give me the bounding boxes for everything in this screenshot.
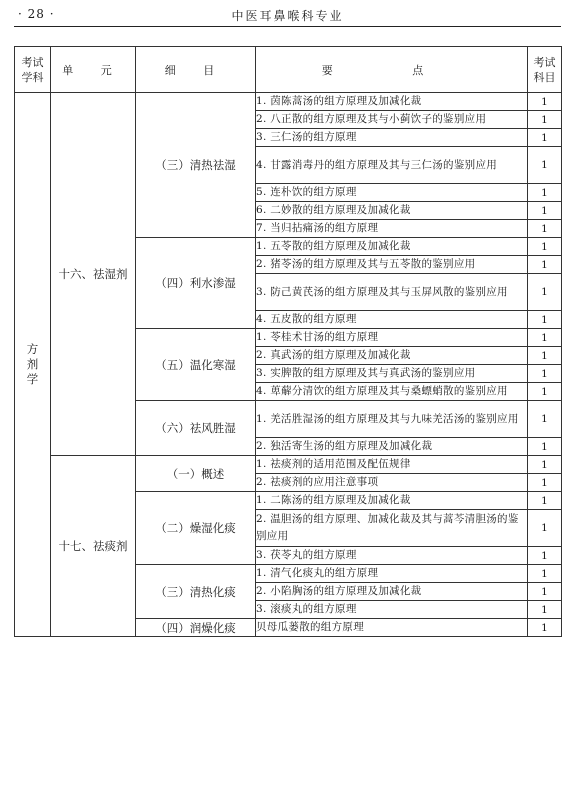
point-cell: 3. 茯苓丸的组方原理: [256, 547, 528, 565]
table-body: [15, 93, 562, 637]
point-cell: 2. 小陷胸汤的组方原理及加减化裁: [256, 583, 528, 601]
point-cell: 贝母瓜蒌散的组方原理: [256, 619, 528, 637]
point-cell: 3. 实脾散的组方原理及其与真武汤的鉴别应用: [256, 365, 528, 383]
subject-number-cell: 1: [528, 547, 562, 565]
subject-number-cell: 1: [528, 311, 562, 329]
syllabus-table: [14, 46, 562, 637]
subject-number-cell: 1: [528, 601, 562, 619]
subject-number-cell: 1: [528, 510, 562, 547]
point-cell: 7. 当归拈痛汤的组方原理: [256, 220, 528, 238]
point-cell: 2. 独活寄生汤的组方原理及加减化裁: [256, 438, 528, 456]
subject-number-cell: 1: [528, 129, 562, 147]
col-header-subject: 考试 学科: [15, 47, 51, 93]
point-cell: 2. 真武汤的组方原理及加减化裁: [256, 347, 528, 365]
unit-cell: 十六、祛湿剂: [51, 93, 136, 456]
book-title: 中医耳鼻喉科专业: [231, 9, 344, 23]
page-number: · 28 ·: [18, 7, 55, 21]
subject-number-cell: 1: [528, 474, 562, 492]
subject-number-cell: 1: [528, 492, 562, 510]
point-cell: 2. 祛痰剂的应用注意事项: [256, 474, 528, 492]
point-cell: 2. 八正散的组方原理及其与小蓟饮子的鉴别应用: [256, 111, 528, 129]
point-cell: 1. 五苓散的组方原理及加减化裁: [256, 238, 528, 256]
point-cell: 1. 二陈汤的组方原理及加减化裁: [256, 492, 528, 510]
subject-number-cell: 1: [528, 274, 562, 311]
item-cell: （二）燥湿化痰: [136, 492, 256, 565]
point-cell: 1. 清气化痰丸的组方原理: [256, 565, 528, 583]
subject-number-cell: 1: [528, 256, 562, 274]
subject-number-cell: 1: [528, 147, 562, 184]
subject-number-cell: 1: [528, 456, 562, 474]
point-cell: 4. 五皮散的组方原理: [256, 311, 528, 329]
subject-number-cell: 1: [528, 93, 562, 111]
subject-cell: 方 剂 学: [15, 93, 51, 637]
subject-number-cell: 1: [528, 111, 562, 129]
subject-number-cell: 1: [528, 202, 562, 220]
point-cell: 1. 羌活胜湿汤的组方原理及其与九味羌活汤的鉴别应用: [256, 401, 528, 438]
subject-number-cell: 1: [528, 347, 562, 365]
subject-number-cell: 1: [528, 383, 562, 401]
point-cell: 1. 茵陈蒿汤的组方原理及加减化裁: [256, 93, 528, 111]
item-cell: （四）利水渗湿: [136, 238, 256, 329]
subject-number-cell: 1: [528, 329, 562, 347]
item-cell: （六）祛风胜湿: [136, 401, 256, 456]
table-row: [15, 93, 562, 111]
point-cell: 4. 萆薢分清饮的组方原理及其与桑螵蛸散的鉴别应用: [256, 383, 528, 401]
item-cell: （三）清热祛湿: [136, 93, 256, 238]
point-cell: 3. 滚痰丸的组方原理: [256, 601, 528, 619]
subject-number-cell: 1: [528, 184, 562, 202]
unit-cell: 十七、祛痰剂: [51, 456, 136, 637]
item-cell: （五）温化寒湿: [136, 329, 256, 401]
point-cell: 1. 苓桂术甘汤的组方原理: [256, 329, 528, 347]
subject-number-cell: 1: [528, 619, 562, 637]
subject-number-cell: 1: [528, 401, 562, 438]
page-header: [14, 6, 561, 26]
item-cell: （四）润燥化痰: [136, 619, 256, 637]
item-cell: （一）概述: [136, 456, 256, 492]
subject-number-cell: 1: [528, 438, 562, 456]
header-rule: [14, 26, 561, 27]
col-header-subject-no: 考试 科目: [528, 47, 562, 93]
point-cell: 6. 二妙散的组方原理及加减化裁: [256, 202, 528, 220]
point-cell: 2. 温胆汤的组方原理、加减化裁及其与蒿芩清胆汤的鉴别应用: [256, 510, 528, 547]
point-cell: 5. 连朴饮的组方原理: [256, 184, 528, 202]
col-header-item: 细 目: [136, 47, 256, 93]
table-row: [15, 456, 562, 474]
col-header-points: 要 点: [256, 47, 528, 93]
col-header-unit: 单 元: [51, 47, 136, 93]
point-cell: 2. 猪苓汤的组方原理及其与五苓散的鉴别应用: [256, 256, 528, 274]
subject-number-cell: 1: [528, 365, 562, 383]
subject-number-cell: 1: [528, 565, 562, 583]
subject-number-cell: 1: [528, 238, 562, 256]
point-cell: 1. 祛痰剂的适用范围及配伍规律: [256, 456, 528, 474]
subject-number-cell: 1: [528, 220, 562, 238]
subject-number-cell: 1: [528, 583, 562, 601]
point-cell: 4. 甘露消毒丹的组方原理及其与三仁汤的鉴别应用: [256, 147, 528, 184]
item-cell: （三）清热化痰: [136, 565, 256, 619]
point-cell: 3. 三仁汤的组方原理: [256, 129, 528, 147]
point-cell: 3. 防己黄芪汤的组方原理及其与玉屏风散的鉴别应用: [256, 274, 528, 311]
table-header-row: [15, 47, 562, 93]
